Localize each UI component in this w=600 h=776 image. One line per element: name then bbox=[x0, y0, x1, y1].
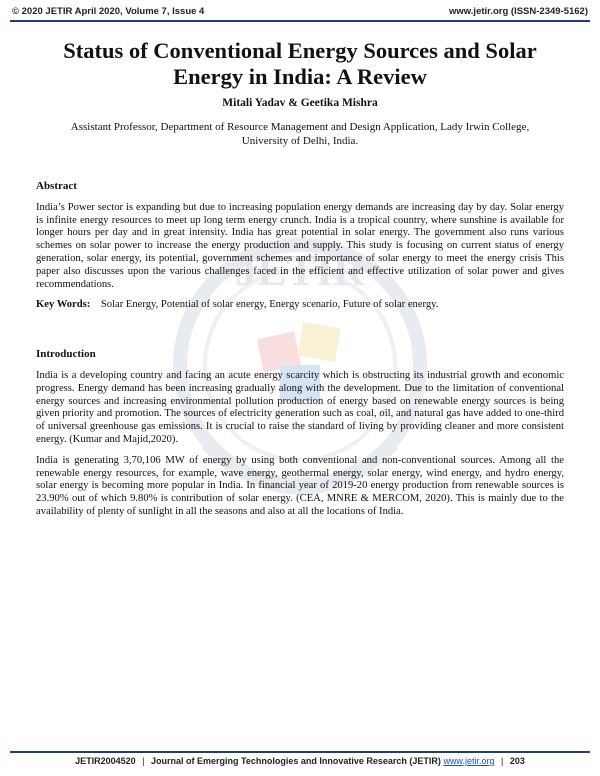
paper-title-line-1: Status of Conventional Energy Sources and Solar bbox=[63, 38, 537, 63]
keywords-text: Solar Energy, Potential of solar energy, Energy scenario, Future of solar energy. bbox=[100, 299, 439, 311]
affiliation-line-1: Assistant Professor, Department of Resource Management and Design Application, Lady Irwin College, bbox=[70, 121, 530, 133]
footer-separator: | bbox=[142, 756, 145, 766]
paper-title-line-2: Energy in India: A Review bbox=[173, 64, 427, 89]
affiliation-line-2: University of Delhi, India. bbox=[241, 135, 359, 147]
footer-separator: | bbox=[500, 756, 504, 766]
footer-website-link[interactable]: www.jetir.org bbox=[443, 756, 495, 766]
abstract-heading: Abstract bbox=[36, 180, 77, 192]
watermark-text: JETIR bbox=[235, 246, 365, 295]
author-affiliation bbox=[40, 120, 560, 148]
abstract-text: India’s Power sector is expanding but due to increasing population energy demands are increasing day by day. Solar energy is infinite energy resources to meet up long term energy crunch. India is a tropical country, where sunshine is available for longer hours per day and in great intensity. India has great potential in solar energy. The government also runs various schemes on solar power to increase the energy production and supply. This study is focusing on current status of energy generation, solar energy, its potential, government schemes and importance of solar energy to meet the energy crisis This paper also discusses upon the various challenges faced in the efficient and effective utilization of solar power and gives recommendations. bbox=[36, 201, 564, 290]
introduction-paragraph-2: India is generating 3,70,106 MW of energy by using both conventional and non-conventional sources. Among all the renewable energy resources, for example, wave energy, geothermal energy, solar energy, wind energy, and hydro energy, solar energy is becoming more popular in India. In financial year of 2019-20 energy production from renewable sources is 23.90% out of which 9.80% is contribution of solar energy. (CEA, MNRE & MERCOM, 2020). This is mainly due to the availability of plenty of sunlight in all the seasons and also at all the locations of India. bbox=[36, 454, 564, 517]
keywords-label: Key Words: bbox=[36, 299, 91, 311]
running-header bbox=[10, 6, 590, 21]
footer-rule bbox=[10, 751, 590, 753]
header-journal-issue: © 2020 JETIR April 2020, Volume 7, Issue 4 bbox=[12, 6, 205, 17]
paper-title bbox=[30, 38, 570, 90]
footer-page-number: 203 bbox=[509, 756, 525, 766]
footer-journal-name: Journal of Emerging Technologies and Innovative Research (JETIR) bbox=[151, 756, 441, 766]
header-rule bbox=[10, 20, 590, 22]
paper-body bbox=[36, 180, 564, 527]
introduction-heading: Introduction bbox=[36, 348, 96, 361]
keywords bbox=[36, 299, 564, 312]
footer-paper-id: JETIR2004520 bbox=[75, 756, 136, 766]
header-website-issn: www.jetir.org (ISSN-2349-5162) bbox=[448, 6, 588, 17]
paper-authors: Mitali Yadav & Geetika Mishra bbox=[222, 97, 378, 109]
running-footer bbox=[10, 756, 590, 770]
introduction-paragraph-1: India is a developing country and facing an acute energy scarcity which is obstructing its industrial growth and economic progress. Energy demand has been increasing gradually along with the development. Due to the limitation of conventional energy sources and increasing environmental pollution production of energy based on renewable energy sources is being given priority and promotion. The sources of electricity generation such as coal, oil, and natural gas have added to one-third of universal greenhouse gas emissions. It is crucial to raise the standard of living by providing cleaner and more consistent energy. (Kumar and Majid,2020). bbox=[36, 369, 564, 445]
